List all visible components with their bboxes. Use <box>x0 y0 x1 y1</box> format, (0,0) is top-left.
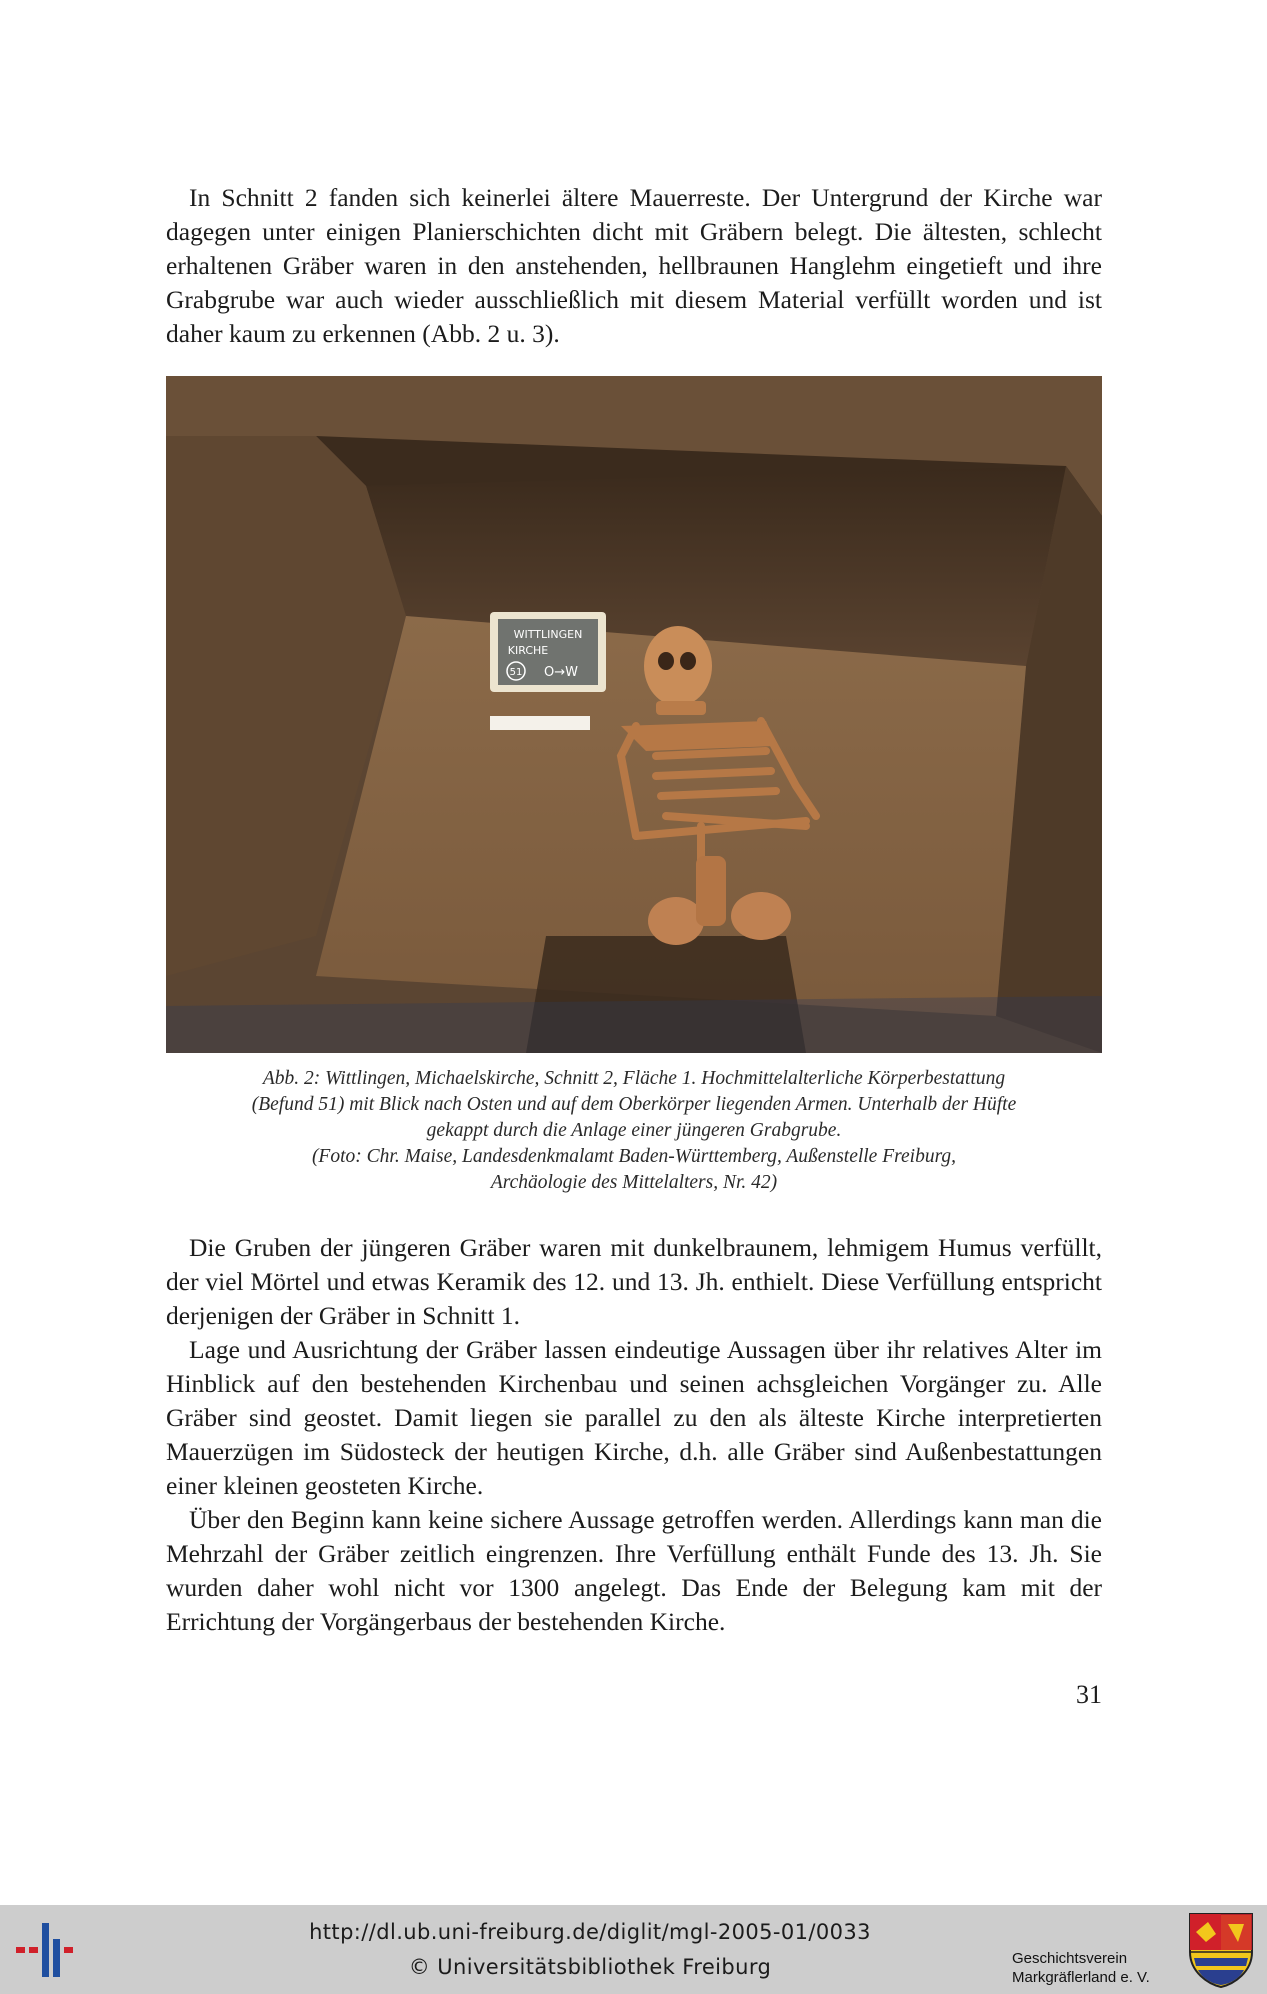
society-line-2: Markgräflerland e. V. <box>1012 1969 1150 1986</box>
footer-bar <box>0 1905 1267 1994</box>
caption-line-5: Archäologie des Mittelalters, Nr. 42) <box>490 1172 778 1193</box>
body-text-top <box>166 181 1102 351</box>
body-text-bottom <box>166 1231 1102 1639</box>
label-line-2: KIRCHE <box>507 644 549 657</box>
caption-line-2: (Befund 51) mit Blick nach Osten und auf dem Oberkörper liegenden Armen. Unterhalb der Hüfte <box>251 1094 1017 1115</box>
label-direction: O→W <box>544 665 578 680</box>
copyright-text: © Universitätsbibliothek Freiburg <box>408 1955 772 1979</box>
caption-line-3: gekappt durch die Anlage einer jüngeren Grabgrube. <box>426 1120 842 1141</box>
paragraph-1: In Schnitt 2 fanden sich keinerlei ältere Mauerreste. Der Untergrund der Kirche war dagegen unter einigen Planierschichten dicht mit Gräbern belegt. Die ältesten, schlecht erhaltenen Gräber waren in den anstehenden, hellbraunen Hanglehm eingetieft und ihre Grabgrube war auch wieder ausschließlich mit diesem Material verfüllt worden und ist daher kaum zu erkennen (Abb. 2 u. 3). <box>166 183 1102 348</box>
paragraph-3: Lage und Ausrichtung der Gräber lassen eindeutige Aussagen über ihr relatives Alter im Hinblick auf den bestehenden Kirchenbau und seinen achsgleichen Vorgänger zu. Alle Gräber sind geostet. Damit liegen sie parallel zu den als älteste Kirche interpretierten Mauerzügen im Südosteck der heutigen Kirche, d.h. alle Gräber sind Außenbestattungen einer kleinen geosteten Kirche. <box>166 1335 1102 1500</box>
paragraph-2: Die Gruben der jüngeren Gräber waren mit dunkelbraunem, lehmigem Humus verfüllt, der viel Mörtel und etwas Keramik des 12. und 13. Jh. enthielt. Diese Verfüllung entspricht derjenigen der Gräber in Schnitt 1. <box>166 1233 1102 1330</box>
caption-line-1: Abb. 2: Wittlingen, Michaelskirche, Schnitt 2, Fläche 1. Hochmittelalterliche Körperbestattung <box>262 1068 1006 1089</box>
label-number: 51 <box>509 667 523 678</box>
paragraph-4: Über den Beginn kann keine sichere Aussage getroffen werden. Allerdings kann man die Mehrzahl der Gräber zeitlich eingrenzen. Ihre Verfüllung enthält Funde des 13. Jh. Sie wurden daher wohl nicht vor 1300 angelegt. Das Ende der Belegung kam mit der Errichtung der Vorgängerbaus der bestehenden Kirche. <box>166 1505 1102 1636</box>
society-name <box>1012 1949 1192 1987</box>
document-url-link[interactable]: http://dl.ub.uni-freiburg.de/diglit/mgl-2005-01/0033 <box>309 1920 871 1944</box>
grave-photo-illustration <box>166 376 1102 1053</box>
coat-of-arms-icon[interactable] <box>1188 1912 1254 1988</box>
page-number: 31 <box>1076 1680 1102 1709</box>
excavation-photo <box>166 376 1102 1053</box>
scale-bar <box>490 716 590 730</box>
ub-freiburg-logo-icon[interactable] <box>16 1919 82 1981</box>
caption-line-4: (Foto: Chr. Maise, Landesdenkmalamt Baden-Württemberg, Außenstelle Freiburg, <box>311 1146 957 1167</box>
society-line-1: Geschichtsverein <box>1012 1950 1128 1967</box>
label-line-1: WITTLINGEN <box>513 628 583 641</box>
figure-caption <box>166 1066 1102 1196</box>
